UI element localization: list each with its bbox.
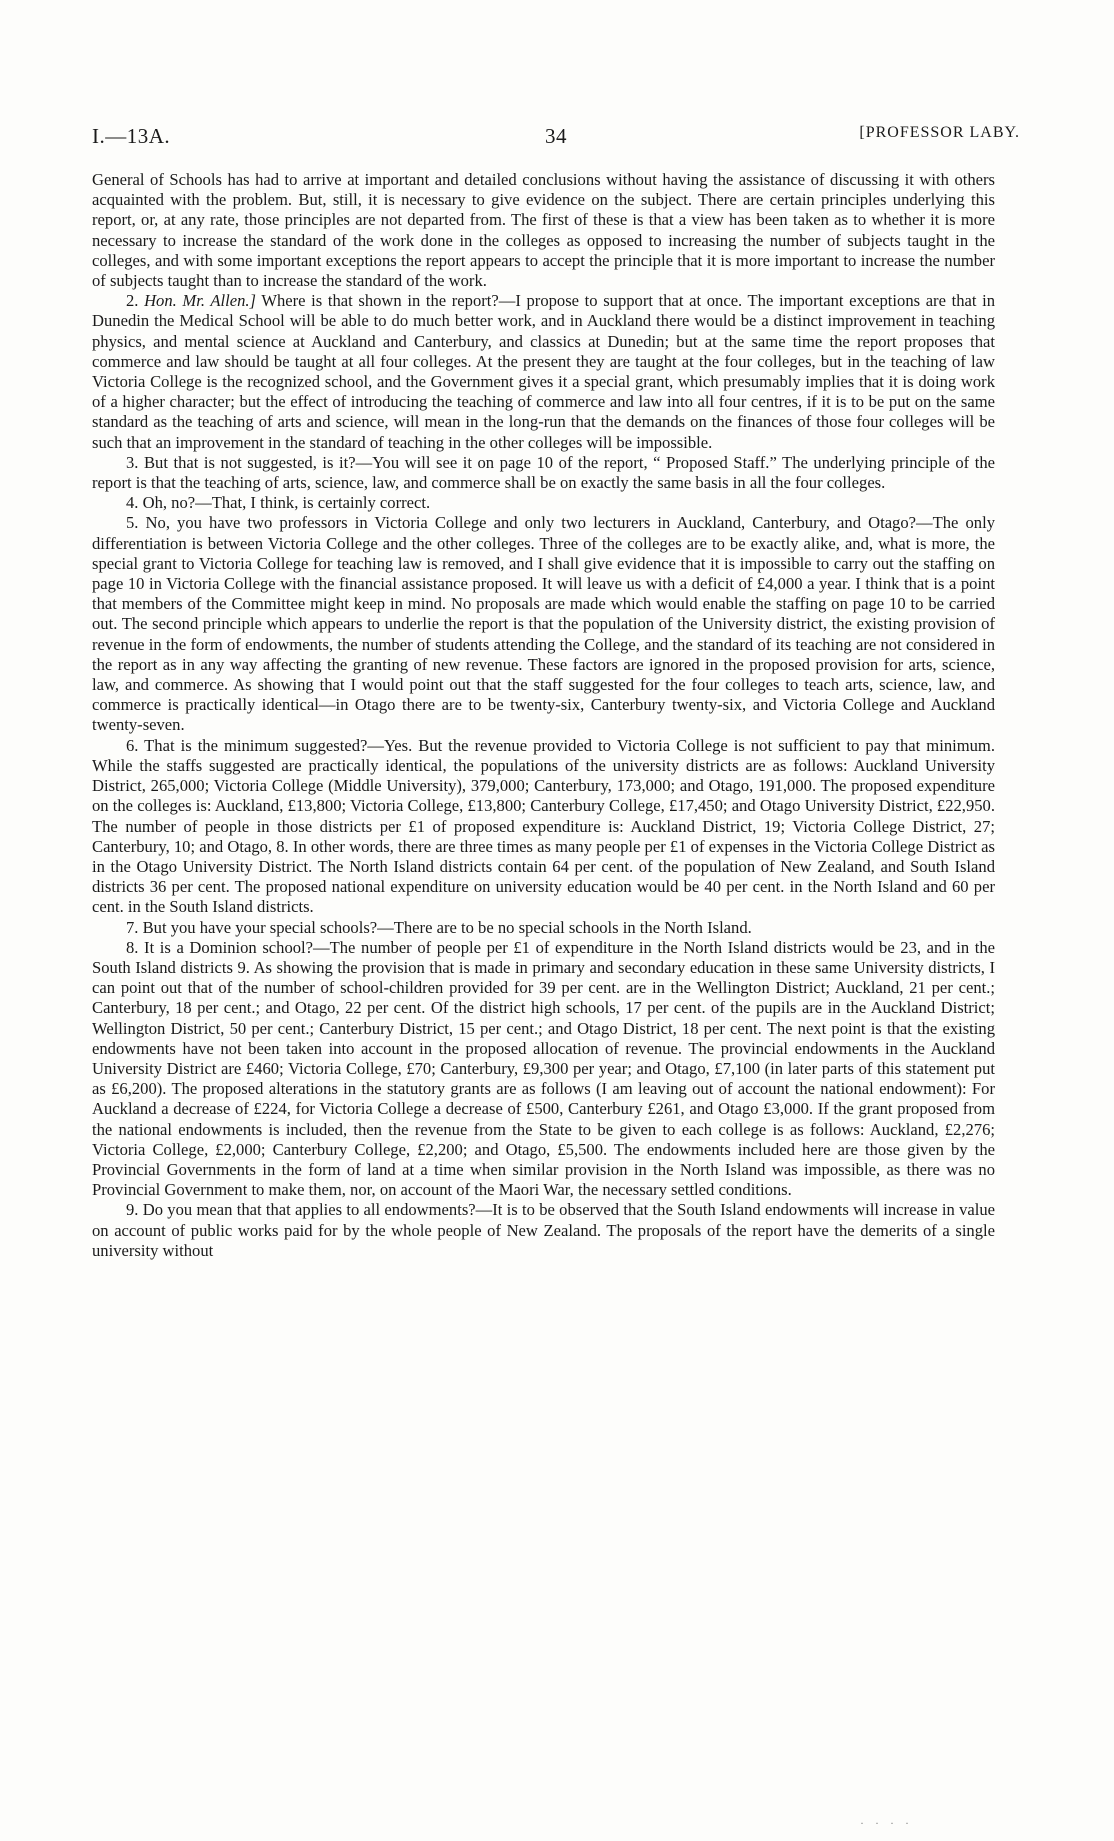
paragraph: 7. But you have your special schools?—There are to be no special schools in the North Island.	[126, 917, 752, 937]
document-reference: I.—13A.	[92, 124, 171, 148]
paragraph: 8. It is a Dominion school?—The number of people per £1 of expenditure in the North Island districts would be 23, and in the South Island districts 9. As showing the provision that is made in primary and secondary education in these same University districts, I can point out that of the number of school-children provided for 39 per cent. are in the Wellington District; Auckland, 21 per cent.; Canterbury, 18 per cent.; and Otago, 22 per cent. Of the district high schools, 17 per cent. of the pupils are in the Auckland District; Wellington District, 50 per cent.; Canterbury District, 15 per cent.; and Otago District, 18 per cent. The next point is that the existing endowments have not been taken into account in the proposed allocation of revenue. The provincial endowments in the Auckland University District are £460; Victoria College, £70; Canterbury, £9,300 per year; and Otago, £7,100 (in later parts of this statement put as £6,200). The proposed alterations in the statutory grants are as follows (I am leaving out of account the national endowment): For Auckland a decrease of £224, for Victoria College a decrease of £500, Canterbury £261, and Otago £3,000. If the grant proposed from the national endowments is included, then the revenue from the State to be given to each college is as follows: Auckland, £2,276; Victoria College, £2,000; Canterbury College, £2,200; and Otago, £5,500. The endowments included here are those given by the Provincial Governments in the form of land at a time when similar provision in the North Island was impossible, as there was no Provincial Government to make them, nor, on account of the Maori War, the necessary settled conditions.	[92, 937, 995, 1200]
paragraph: General of Schools has had to arrive at important and detailed conclusions without having the assistance of discussing it with others acquainted with the problem. But, still, it is necessary to give evidence on the subject. There are certain principles underlying this report, or, at any rate, those principles are not departed from. The first of these is that a view has been taken as to whether it is more necessary to increase the standard of the work done in the colleges as opposed to increasing the number of subjects taught in the colleges, and with some important exceptions the report appears to accept the principle that it is more important to increase the number of subjects taught than to increase the standard of the work.	[92, 170, 995, 291]
paragraph: 6. That is the minimum suggested?—Yes. But the revenue provided to Victoria College is not sufficient to pay that minimum. While the staffs suggested are practically identical, the populations of the university districts are as follows: Auckland University District, 265,000; Victoria College (Middle University), 379,000; Canterbury, 173,000; and Otago, 191,000. The proposed expenditure on the colleges is: Auckland, £13,800; Victoria College, £13,800; Canterbury College, £17,450; and Otago University District, £22,950. The number of people in those districts per £1 of proposed expenditure is: Auckland District, 19; Victoria College District, 27; Canterbury, 10; and Otago, 8. In other words, there are three times as many people per £1 of expenses in the Victoria College District as in the Otago University District. The North Island districts contain 64 per cent. of the population of New Zealand, and South Island districts 36 per cent. The proposed national expenditure on university education would be 40 per cent. in the North Island and 60 per cent. in the South Island districts.	[92, 735, 995, 917]
paragraph: 4. Oh, no?—That, I think, is certainly correct.	[126, 493, 431, 513]
witness-name: [PROFESSOR LABY.	[859, 124, 1020, 141]
document-body	[92, 170, 995, 1261]
paragraph: 3. But that is not suggested, is it?—You will see it on page 10 of the report, “ Proposed Staff.” The underlying principle of the report is that the teaching of arts, science, law, and commerce shall be on exactly the same basis in all the four colleges.	[92, 452, 995, 493]
scan-artifact: · · · ·	[860, 1816, 913, 1830]
page-header	[92, 124, 1020, 154]
paragraph: 2. Hon. Mr. Allen.] Where is that shown in the report?—I propose to support that at once. The important exceptions are that in Dunedin the Medical School will be able to do much better work, and in Auckland there would be a distinct improvement in teaching physics, and mental science at Auckland and Canterbury, and classics at Dunedin; but at the same time the report proposes that commerce and law should be taught at all four colleges. At the present they are taught at the four colleges, but in the teaching of law Victoria College is the recognized school, and the Government gives it a special grant, which presumably implies that it is doing work of a higher character; but the effect of introducing the teaching of commerce and law into all four centres, if it is to be put on the same standard as the teaching of arts and science, will mean in the long-run that the demands on the finances of those four colleges will be such that an improvement in the standard of teaching in the other colleges will be impossible.	[92, 291, 996, 452]
paragraph: 5. No, you have two professors in Victoria College and only two lecturers in Auckland, Canterbury, and Otago?—The only differentiation is between Victoria College and the other colleges. Three of the colleges are to be exactly alike, and, what is more, the special grant to Victoria College for teaching law is removed, and I shall give evidence that it is impossible to carry out the staffing on page 10 in Victoria College with the financial assistance proposed. It will leave us with a deficit of £4,000 a year. I think that is a point that members of the Committee might keep in mind. No proposals are made which would enable the staffing on page 10 to be carried out. The second principle which appears to underlie the report is that the population of the University district, the existing provision of revenue in the form of endowments, the number of students attending the College, and the standard of its teaching are not considered in the report as in any way affecting the granting of new revenue. These factors are ignored in the proposed provision for arts, science, law, and commerce. As showing that I would point out that the staff suggested for the four colleges to teach arts, science, law, and commerce is practically identical—in Otago there are to be twenty-six, Canterbury twenty-six, and Victoria College and Auckland twenty-seven.	[92, 513, 995, 735]
speaker-label: Hon. Mr. Allen.]	[144, 291, 256, 311]
paragraph: 9. Do you mean that that applies to all endowments?—It is to be observed that the South Island endowments will increase in value on account of public works paid for by the whole people of New Zealand. The proposals of the report have the demerits of a single university without	[92, 1200, 995, 1260]
page-number: 34	[545, 124, 567, 148]
